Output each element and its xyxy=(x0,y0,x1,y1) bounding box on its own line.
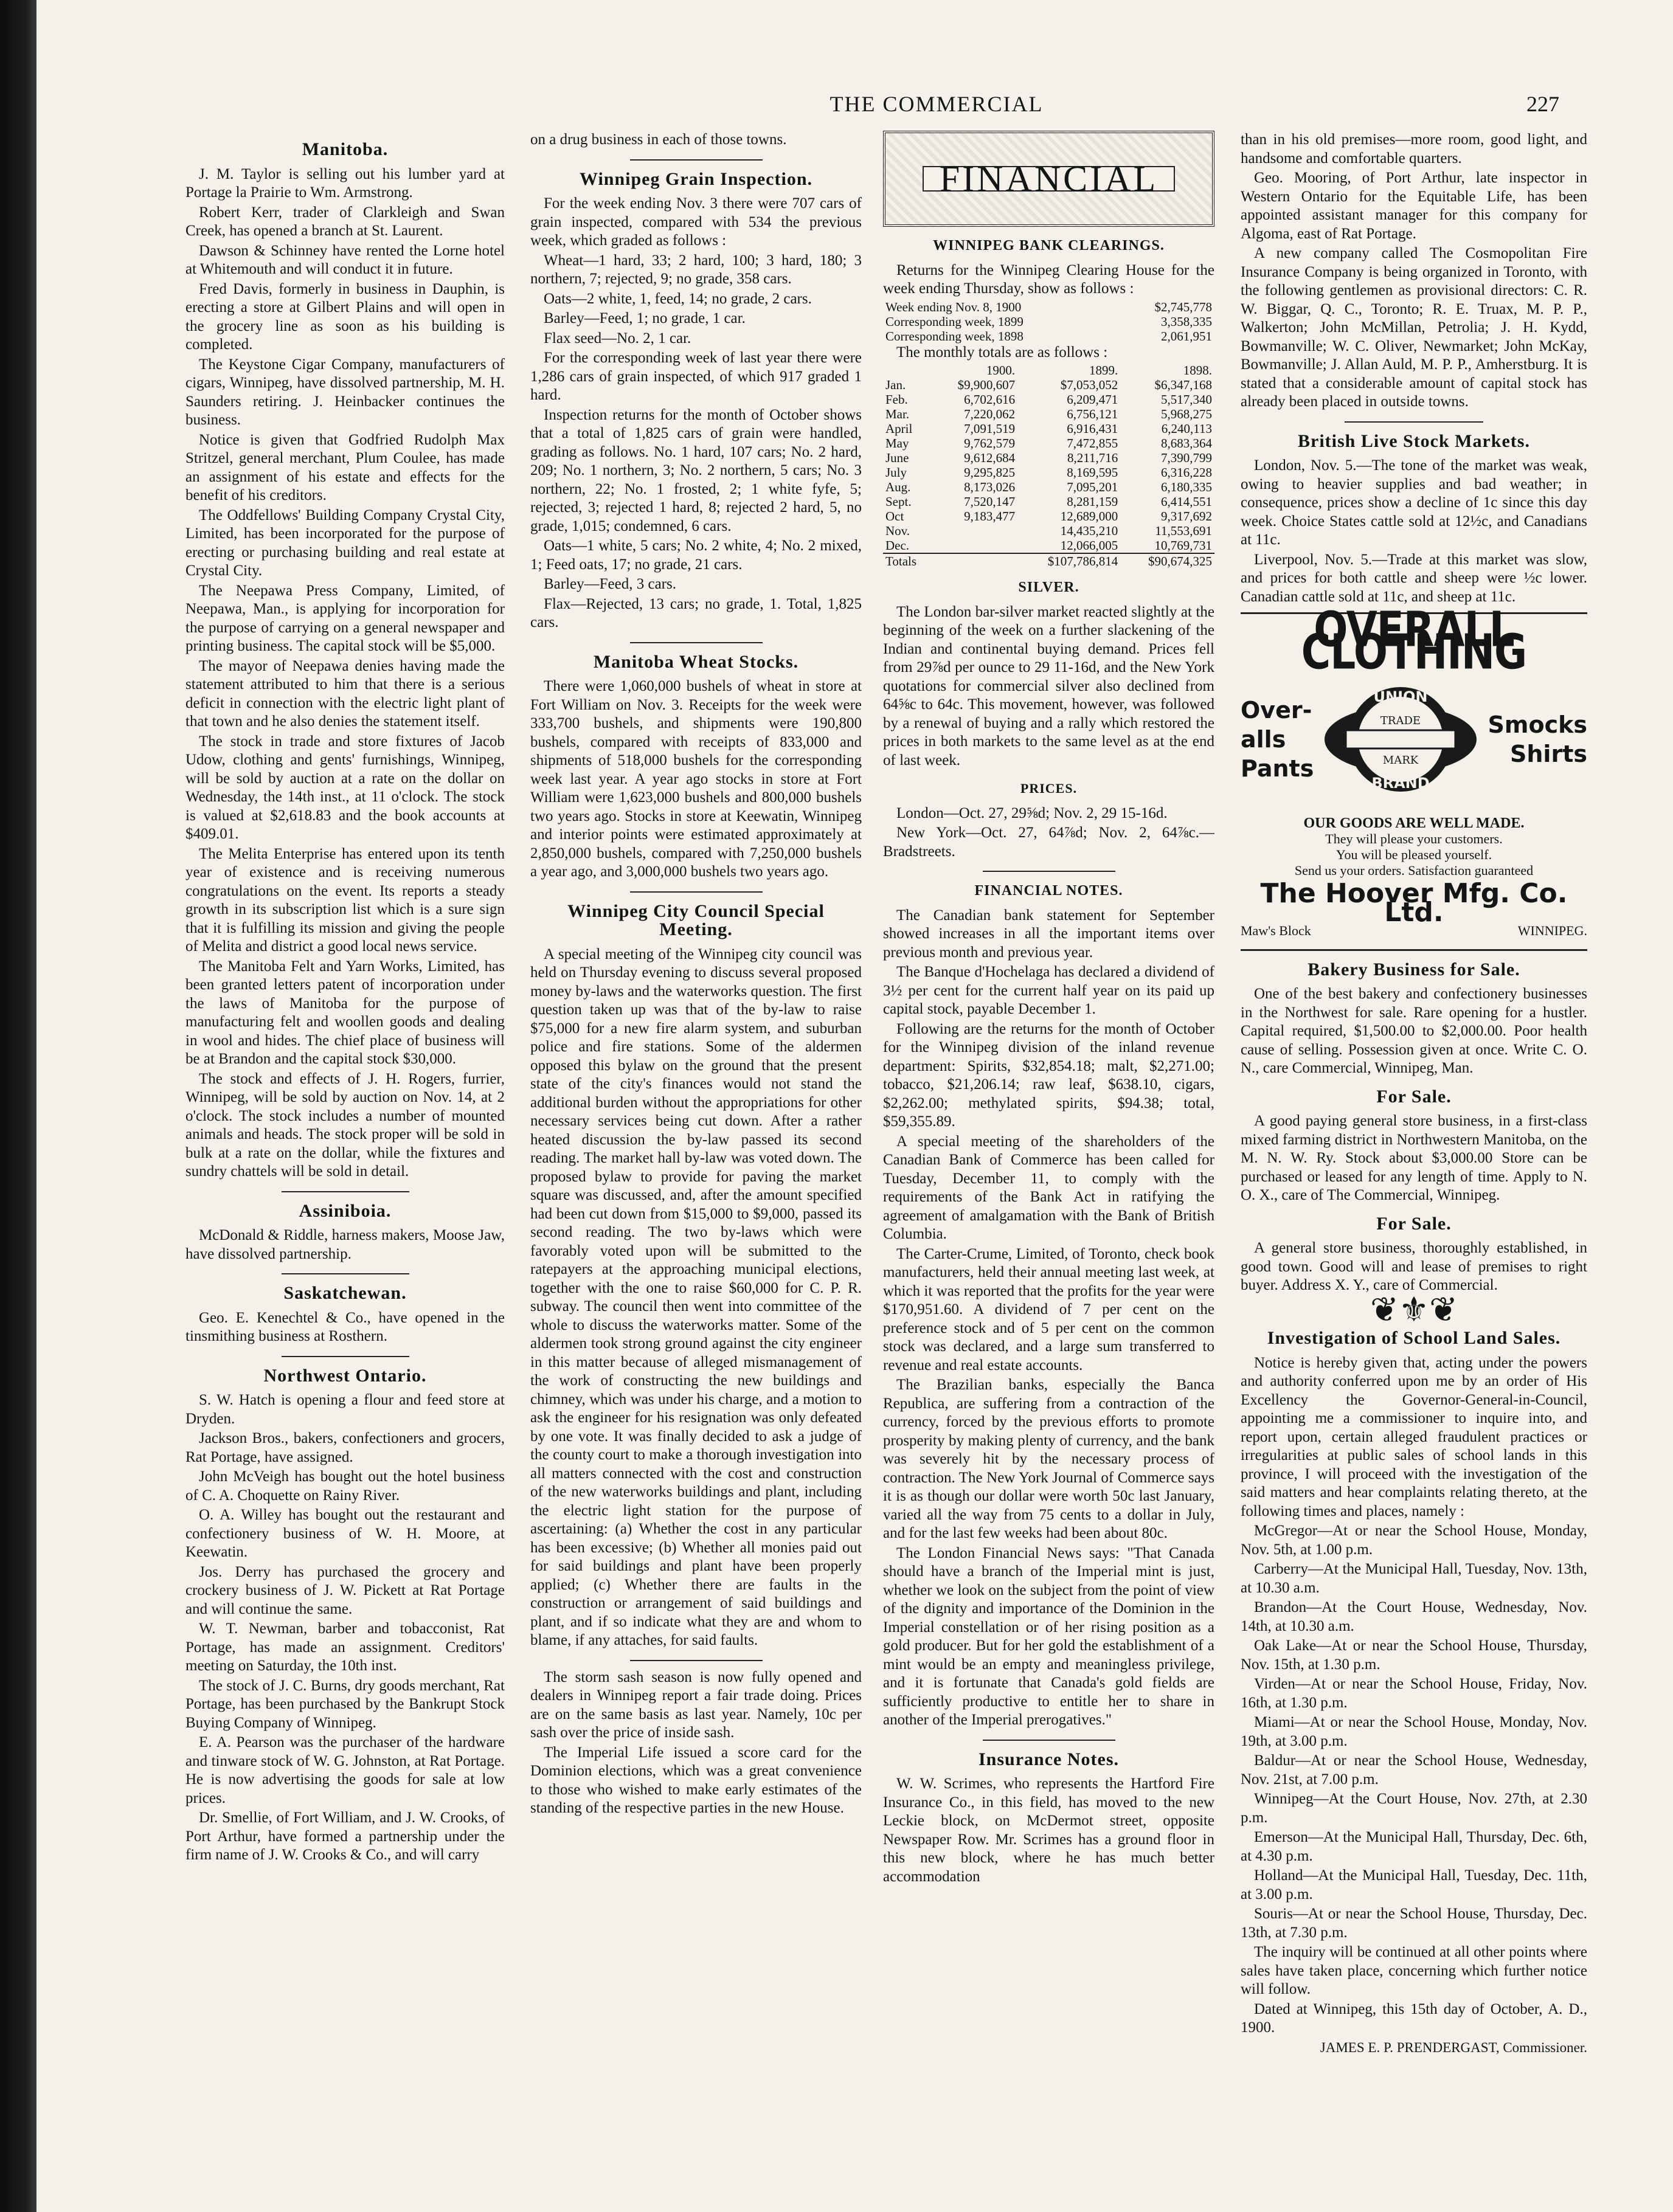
ad-right-list xyxy=(1488,710,1588,769)
table-cell: $7,053,052 xyxy=(1060,378,1118,392)
paragraph: Oats—2 white, 1, feed, 14; no grade, 2 cars. xyxy=(544,290,812,307)
paragraph: W. W. Scrimes, who represents the Hartford Fire Insurance Co., in this field, has moved to the new Leckie block, on McDermot street, opposite Newspaper Row. Mr. Scrimes has a ground floor in this new block, where he has much better accommodation xyxy=(883,1775,1214,1885)
schedule-item: Emerson—At the Municipal Hall, Thursday, Dec. 6th, at 4.30 p.m. xyxy=(1241,1829,1587,1864)
table-total-row xyxy=(883,553,1214,569)
page-number: 227 xyxy=(1526,92,1559,116)
table-cell: 6,702,616 xyxy=(964,392,1016,407)
table-row xyxy=(883,451,1214,465)
table-cell xyxy=(932,553,1017,569)
paragraph: The stock of J. C. Burns, dry goods merchant, Rat Portage, has been purchased by the Bankrupt Stock Buying Company of Winnipeg. xyxy=(185,1677,505,1731)
table-row xyxy=(883,465,1214,480)
table-cell: 8,169,595 xyxy=(1067,465,1118,480)
paragraph: E. A. Pearson was the purchaser of the hardware and tinware stock of W. G. Johnston, at Rat Portage. He is now advertising the goods for sale at low prices. xyxy=(185,1734,505,1806)
table-header-row xyxy=(883,363,1214,378)
paragraph: The inquiry will be continued at all other points where sales have taken place, concerning which further notice will follow. xyxy=(1241,1944,1587,1997)
divider xyxy=(983,871,1115,872)
table-cell: 9,295,825 xyxy=(964,465,1016,480)
ad-block: Maw's Block xyxy=(1241,923,1311,938)
table-cell: 6,756,121 xyxy=(1067,407,1118,421)
heading-assiniboia: Assiniboia. xyxy=(299,1200,392,1221)
paragraph: Geo. Mooring, of Port Arthur, late inspector in Western Ontario for the Equitable Life, has been appointed assistant manager for this company for Algoma, east of Rat Portage. xyxy=(1241,170,1587,242)
paragraph: The Banque d'Hochelaga has declared a dividend of 3½ per cent for the current half year on its paid up capital stock, payable December 1. xyxy=(883,964,1214,1017)
paragraph: Fred Davis, formerly in business in Dauphin, is erecting a store at Gilbert Plains and will open in the grocery line as soon as his building is completed. xyxy=(185,280,505,353)
paragraph: Dawson & Schinney have rented the Lorne hotel at Whitemouth and will conduct it in future. xyxy=(185,242,505,277)
table-cell: 8,211,716 xyxy=(1067,451,1118,465)
paragraph: Barley—Feed, 3 cars. xyxy=(544,576,676,592)
paragraph: on a drug business in each of those towns. xyxy=(530,131,787,148)
schedule-item: Carberry—At the Municipal Hall, Tuesday, Nov. 13th, at 10.30 a.m. xyxy=(1241,1561,1587,1596)
paragraph: The stock and effects of J. H. Rogers, furrier, Winnipeg, will be sold by auction on Nov. 14, at 2 o'clock. The stock includes a number of mounted animals and heads. The stock proper will be sold in bulk at a rate on the dollar, while the fixtures and sundry chattels will be sold in detail. xyxy=(185,1070,505,1180)
financial-banner xyxy=(883,131,1214,227)
table-cell: $107,786,814 xyxy=(1047,554,1118,569)
table-cell: $90,674,325 xyxy=(1148,554,1212,569)
table-cell: July xyxy=(885,465,907,480)
column-4 xyxy=(1241,131,1587,2186)
paragraph: Oats—1 white, 5 cars; No. 2 white, 4; No. 2 mixed, 1; Feed oats, 17; no grade, 21 cars. xyxy=(530,537,862,573)
ad-line: They will please your customers. xyxy=(1325,831,1503,846)
paragraph: W. T. Newman, barber and tobacconist, Rat Portage, has made an assignment. Creditors' meeting on Saturday, the 10th inst. xyxy=(185,1620,505,1674)
table-row xyxy=(883,392,1214,407)
paragraph: McDonald & Riddle, harness makers, Moose Jaw, have dissolved partnership. xyxy=(185,1227,505,1262)
table-cell: $6,347,168 xyxy=(1154,378,1212,392)
table-cell: 9,762,579 xyxy=(964,436,1016,451)
divider xyxy=(630,159,763,161)
paragraph: A general store business, thoroughly established, in good town. Good will and lease of premises to right buyer. Address X. Y., care of Commercial. xyxy=(1241,1240,1587,1293)
table-cell xyxy=(932,524,1017,538)
table-row xyxy=(883,538,1214,553)
heading-wheat-stocks: Manitoba Wheat Stocks. xyxy=(593,651,799,672)
heading-grain-inspection: Winnipeg Grain Inspection. xyxy=(579,168,813,189)
ad-title: OVERALL CLOTHING xyxy=(1301,601,1527,680)
paragraph: The Neepawa Press Company, Limited, of Neepawa, Man., is applying for incorporation for the purpose of carrying on a general newspaper and printing business. The capital stock will be $5,000. xyxy=(185,582,505,654)
paragraph: Geo. E. Kenechtel & Co., have opened in the tinsmithing business at Rosthern. xyxy=(185,1309,505,1344)
paragraph: The Melita Enterprise has entered upon its tenth year of existence and is receiving numerous congratulations on the event. Its reports a steady growth in its subscription list which is a sure sign that it is fulfilling its mission and giving the people of Melita and district a good local news service. xyxy=(185,845,505,955)
paragraph: Robert Kerr, trader of Clarkleigh and Swan Creek, has opened a branch at St. Laurent. xyxy=(185,204,505,239)
table-cell: Week ending Nov. 8, 1900 xyxy=(885,299,1022,314)
schedule-item: Oak Lake—At or near the School House, Thursday, Nov. 15th, at 1.30 p.m. xyxy=(1241,1637,1587,1673)
column-2 xyxy=(530,131,862,2186)
paragraph: Dated at Winnipeg, this 15th day of October, A. D., 1900. xyxy=(1241,2000,1587,2036)
paragraph: The Carter-Crume, Limited, of Toronto, check book manufacturers, held their annual meeting last week, at which it was reported that the profits for the year were $170,951.60. A dividend of 7 per cent on the preference stock and of 5 per cent on the common stock was declared, and a large sum transferred to revenue and real estate accounts. xyxy=(883,1245,1214,1374)
royal-arms-icon: ❦⚜❦ xyxy=(1370,1291,1458,1329)
table-cell: Aug. xyxy=(885,480,911,494)
heading-silver: SILVER. xyxy=(1018,579,1079,595)
heading-manitoba: Manitoba. xyxy=(302,139,389,159)
ad-item: Shirts xyxy=(1510,741,1587,767)
table-cell: 9,317,692 xyxy=(1161,509,1212,524)
table-cell xyxy=(932,538,1017,553)
table-row xyxy=(883,524,1214,538)
paragraph: The Manitoba Felt and Yarn Works, Limited, has been granted letters patent of incorporation under the laws of Manitoba for the purpose of manufacturing felt and woollen goods and dealing in wool and hides. The chief place of business will be at Brandon and the capital stock $30,000. xyxy=(185,958,505,1067)
heading-prices: PRICES. xyxy=(1020,781,1078,796)
divider xyxy=(630,642,763,643)
heading-live-stock: British Live Stock Markets. xyxy=(1298,430,1530,451)
table-cell: 11,553,691 xyxy=(1155,524,1212,538)
paragraph: John McVeigh has bought out the hotel business of C. A. Choquette on Rainy River. xyxy=(185,1468,505,1504)
table-cell: Oct xyxy=(885,509,904,524)
heading-saskatchewan: Saskatchewan. xyxy=(283,1283,407,1303)
table-cell: 2,061,951 xyxy=(1161,328,1212,344)
paragraph: London—Oct. 27, 29⅝d; Nov. 2, 29 15-16d. xyxy=(896,804,1168,821)
table-cell: 10,769,731 xyxy=(1154,538,1212,553)
signature: JAMES E. P. PRENDERGAST, Commissioner. xyxy=(1320,2039,1587,2055)
paragraph: Following are the returns for the month of October for the Winnipeg division of the inland revenue department: Spirits, $32,854.18; malt, $2,271.00; tobacco, $21,206.14; raw leaf, $638.10, cigars, $2,262.00; methylated spirits, $94.38; total, $59,355.89. xyxy=(883,1020,1214,1130)
table-cell: Totals xyxy=(885,554,917,569)
heading-school-land: Investigation of School Land Sales. xyxy=(1267,1328,1561,1348)
paragraph: Dr. Smellie, of Fort William, and J. W. Crooks, of Port Arthur, have formed a partnership under the firm name of J. W. Crooks & Co., and will carry xyxy=(185,1809,505,1863)
paragraph: One of the best bakery and confectionery businesses in the Northwest for sale. Rare opening for a hustler. Capital required, $1,500.00 to $2,000.00. Poor health cause of selling. Possession given at once. Write C. O. N., care Commercial, Winnipeg, Man. xyxy=(1241,986,1587,1076)
schedule-item: Brandon—At the Court House, Wednesday, Nov. 14th, at 10.30 a.m. xyxy=(1241,1599,1587,1634)
paragraph: A new company called The Cosmopolitan Fire Insurance Company is being organized in Toronto, with the following gentlemen as provisional directors: C. R. W. Biggar, Q. C., Toronto; R. E. Truax, M. P. P., Walkerton; John McMillan, Petrolia; J. H. Kydd, Bowmanville; W. C. Oliver, Newmarket; John McKay, Bowmanville; J. Allan Auld, M. P. P., Amherstburg. It is stated that a considerable amount of capital stock has already been placed in outside towns. xyxy=(1241,245,1587,410)
table-cell: 7,220,062 xyxy=(964,407,1016,421)
table-cell: May xyxy=(885,436,909,451)
paragraph: A special meeting of the shareholders of the Canadian Bank of Commerce has been called for Tuesday, December 11, to comply with the requirements of the Bank Act in ratifying the agreement of amalgamation with the Bank of British Columbia. xyxy=(883,1133,1214,1242)
table-cell: 12,066,005 xyxy=(1060,538,1118,553)
table-row xyxy=(883,436,1214,451)
paragraph: Flax—Rejected, 13 cars; no grade, 1. Total, 1,825 cars. xyxy=(530,595,862,631)
table-row xyxy=(883,509,1214,524)
schedule-item: Winnipeg—At the Court House, Nov. 27th, at 2.30 p.m. xyxy=(1241,1791,1587,1826)
table-cell: 7,472,855 xyxy=(1067,436,1118,451)
table-row xyxy=(883,494,1214,509)
ad-city: WINNIPEG. xyxy=(1517,923,1587,938)
table-row xyxy=(883,314,1214,329)
table-cell: 5,968,275 xyxy=(1161,407,1212,421)
paragraph: The Oddfellows' Building Company Crystal City, Limited, has been incorporated for the purpose of erecting or purchasing building and real estate at Crystal City. xyxy=(185,506,505,579)
table-row xyxy=(883,480,1214,494)
badge-mid2-text: MARK xyxy=(1383,754,1419,767)
table-header: 1899. xyxy=(1089,363,1118,378)
divider xyxy=(630,1660,763,1661)
ad-line: Send us your orders. Satisfaction guaranteed xyxy=(1294,863,1534,878)
table-cell: Corresponding week, 1898 xyxy=(885,328,1024,344)
scan-edge xyxy=(0,0,36,2212)
column-3 xyxy=(883,131,1214,2186)
table-cell: $2,745,778 xyxy=(1154,299,1212,314)
paragraph: The Imperial Life issued a score card for the Dominion elections, which was a great convenience to those who wished to make early estimates of the standing of the respective parties in the new House. xyxy=(530,1744,862,1816)
schedule-item: Holland—At the Municipal Hall, Tuesday, Dec. 11th, at 3.00 p.m. xyxy=(1241,1867,1587,1903)
table-cell: 9,612,684 xyxy=(964,451,1016,465)
table-cell: 8,173,026 xyxy=(964,480,1016,494)
paragraph: S. W. Hatch is opening a flour and feed store at Dryden. xyxy=(185,1392,505,1427)
paragraph: New York—Oct. 27, 64⅞d; Nov. 2, 64⅞c.—Bradstreets. xyxy=(883,824,1214,860)
table-cell: $9,900,607 xyxy=(957,378,1016,392)
table-header: 1900. xyxy=(986,363,1016,378)
paragraph: Notice is hereby given that, acting under the powers and authority conferred upon me by an order of His Excellency the Governor-General-in-Council, appointing me a commissioner to inquire into, and report upon, certain alleged fraudulent practices or irregularities at public sales of school lands in this province, I will proceed with the investigation of the said matters and hear complaints relating thereto, at the following times and places, namely : xyxy=(1241,1354,1587,1519)
heading-city-council: Winnipeg City Council Special Meeting. xyxy=(567,900,825,939)
ad-item: Smocks xyxy=(1488,711,1587,738)
overall-clothing-ad xyxy=(1241,601,1587,951)
ad-company-name: The Hoover Mfg. Co. Ltd. xyxy=(1260,878,1568,928)
paragraph: Notice is given that Godfried Rudolph Max Stritzel, general merchant, Plum Coulee, has made an assignment of his estate and effects for the benefit of his creditors. xyxy=(185,431,505,503)
table-cell: 6,316,228 xyxy=(1161,465,1212,480)
table-header: 1898. xyxy=(1183,363,1212,378)
table-cell: 7,390,799 xyxy=(1161,451,1212,465)
divider xyxy=(282,1356,409,1357)
table-row xyxy=(883,378,1214,392)
table-cell: 6,916,431 xyxy=(1067,421,1118,436)
union-brand-badge-icon xyxy=(1321,663,1480,815)
table-cell: 6,414,551 xyxy=(1161,494,1212,509)
schedule-item: Souris—At or near the School House, Thursday, Dec. 13th, at 7.30 p.m. xyxy=(1241,1906,1587,1941)
paragraph: The Brazilian banks, especially the Banca Republica, are suffering from a contraction of the currency, forced by the previous efforts to promote prosperity by making plenty of currency, and the bank was severely hit by the necessary process of contraction. The New York Journal of Commerce says it is as though our dollar were worth 50c last January, varied all the way from 75 cents to a dollar in July, and for the last few weeks had been about 80c. xyxy=(883,1377,1214,1541)
table-cell: April xyxy=(885,421,913,436)
monthly-clearings-table xyxy=(883,363,1214,569)
table-cell: 12,689,000 xyxy=(1060,509,1118,524)
column-1 xyxy=(185,131,505,2186)
paragraph: For the corresponding week of last year there were 1,286 cars of grain inspected, of which 917 graded 1 hard. xyxy=(530,350,862,403)
paragraph: The Keystone Cigar Company, manufacturers of cigars, Winnipeg, have dissolved partnership, M. H. Saunders retiring. J. Heinbacker continues the business. xyxy=(185,356,505,428)
schedule-item: Virden—At or near the School House, Friday, Nov. 16th, at 1.30 p.m. xyxy=(1241,1676,1587,1711)
paragraph: Jackson Bros., bakers, confectioners and grocers, Rat Portage, have assigned. xyxy=(185,1430,505,1465)
heading-for-sale: For Sale. xyxy=(1376,1213,1452,1234)
paragraph: The mayor of Neepawa denies having made the statement attributed to him that there is a serious deficit in connection with the electric light plant of that town and he also denies the statement itself. xyxy=(185,657,505,730)
table-row xyxy=(883,300,1214,314)
ad-tagline: OUR GOODS ARE WELL MADE. xyxy=(1303,815,1525,831)
table-cell: 6,209,471 xyxy=(1067,392,1118,407)
heading-northwest-ontario: Northwest Ontario. xyxy=(263,1365,427,1386)
paragraph: Returns for the Winnipeg Clearing House for the week ending Thursday, show as follows : xyxy=(883,261,1214,297)
paragraph: Barley—Feed, 1; no grade, 1 car. xyxy=(544,310,746,327)
paragraph: O. A. Willey has bought out the restaurant and confectionery business of W. H. Moore, at Keewatin. xyxy=(185,1507,505,1560)
heading-for-sale: For Sale. xyxy=(1376,1086,1452,1107)
financial-title: FINANCIAL xyxy=(923,166,1175,192)
badge-bottom-text: BRAND xyxy=(1371,775,1430,792)
schedule-item: Baldur—At or near the School House, Wednesday, Nov. 21st, at 7.00 p.m. xyxy=(1241,1752,1587,1788)
paragraph: J. M. Taylor is selling out his lumber yard at Portage la Prairie to Wm. Armstrong. xyxy=(185,165,505,201)
table-cell: 7,095,201 xyxy=(1067,480,1118,494)
divider xyxy=(1345,421,1483,423)
table-cell: Dec. xyxy=(885,538,910,553)
table-row xyxy=(883,421,1214,436)
divider xyxy=(630,891,763,893)
table-cell: 8,683,364 xyxy=(1161,436,1212,451)
heading-bank-clearings: WINNIPEG BANK CLEARINGS. xyxy=(933,238,1165,254)
table-cell: 3,358,335 xyxy=(1161,314,1212,329)
paragraph: A special meeting of the Winnipeg city council was held on Thursday evening to discuss several proposed money by-laws and the waterworks question. The first question taken up was that of the by-law to raise $75,000 for a new fire alarm system, and suburban police and fire stations. Some of the aldermen opposed this bylaw on the ground that the present state of the city's finances would not stand the additional burden without the appropriations for other necessary services being cut down. After a rather heated discussion the by-law passed its second reading. The market hall by-law was voted down. The proposed bylaw to provide for paving the market square was discussed, and, after the amount specified had been cut down from $15,000 to $9,000, passed its second reading. The two by-laws which were favorably voted upon will be submitted to the ratepayers at the approaching municipal elections, together with the one to raise $60,000 for C. P. R. subway. The council then went into committee of the whole to discuss the waterworks matter. Some of the aldermen took strong ground against the city engineer in this matter because of alleged mismanagement of the work of constructing the new buildings and chimney, which was under his charge, and a motion to ask the engineer for his resignation was only defeated by one vote. It was finally decided to ask a judge of the county court to make a thorough investigation into all matters connected with the cost and construction of the new waterworks buildings and plant, including the electric light station for the purpose of ascertaining: (a) Whether the cost in any particular has been excessive; (b) Whether all monies paid out for said buildings and plant have been properly applied; (c) Whether there are faults in the construction or arrangement of said buildings and plant, and if so indicate what they are and whom to blame, if any attaches, for said faults. xyxy=(530,945,862,1648)
table-cell: 7,520,147 xyxy=(964,494,1016,509)
heading-financial-notes: FINANCIAL NOTES. xyxy=(974,883,1123,899)
ad-item: Pants xyxy=(1241,755,1314,782)
paragraph: The London bar-silver market reacted slightly at the beginning of the week on a further slackening of the Indian and continental buying demand. Prices fell from 29⅞d per ounce to 29 11-16d, and the New York quotations for commercial silver also declined from 64⅝c to 64c. This movement, however, was followed by a renewal of buying and a rally which restored the prices in both markets to the same level as at the end of last week. xyxy=(883,603,1214,769)
divider xyxy=(983,1740,1115,1741)
table-cell: 9,183,477 xyxy=(964,509,1016,524)
heading-bakery-sale: Bakery Business for Sale. xyxy=(1308,959,1520,980)
union-brand-row xyxy=(1241,663,1587,815)
badge-mid1-text: TRADE xyxy=(1380,714,1421,727)
paragraph: than in his old premises—more room, good light, and handsome and comfortable quarters. xyxy=(1241,131,1587,167)
paragraph: Wheat—1 hard, 33; 2 hard, 100; 3 hard, 180; 3 northern, 7; rejected, 9; no grade, 358 cars. xyxy=(530,252,862,287)
paragraph: The Canadian bank statement for September showed increases in all the important items over previous month and previous year. xyxy=(883,907,1214,961)
table-cell: Nov. xyxy=(885,524,910,538)
paragraph: The stock in trade and store fixtures of Jacob Udow, clothing and gents' furnishings, Winnipeg, will be sold by auction at a rate on the dollar on Wednesday, the 14th inst., at 11 o'clock. The stock is valued at $2,618.83 and the book accounts at $409.01. xyxy=(185,733,505,842)
paragraph: Liverpool, Nov. 5.—Trade at this market was slow, and prices for both cattle and sheep were ½c lower. Canadian cattle sold at 11c, and sheep at 11c. xyxy=(1241,551,1587,605)
table-row xyxy=(883,407,1214,421)
paragraph: The monthly totals are as follows : xyxy=(896,344,1108,361)
table-cell: June xyxy=(885,451,909,465)
table-cell: 8,281,159 xyxy=(1067,494,1118,509)
weekly-clearings-table xyxy=(883,300,1214,344)
ad-item: Over- xyxy=(1241,697,1312,724)
paragraph: For the week ending Nov. 3 there were 707 cars of grain inspected, compared with 534 the previous week, which graded as follows : xyxy=(530,195,862,249)
divider xyxy=(282,1273,409,1274)
table-row xyxy=(883,329,1214,344)
paragraph: Flax seed—No. 2, 1 car. xyxy=(544,330,691,347)
table-cell: 6,240,113 xyxy=(1161,421,1212,436)
paragraph: Inspection returns for the month of October shows that a total of 1,825 cars of grain were handled, grading as follows. No. 1 hard, 107 cars; No. 2 hard, 209; No. 1 northern, 3; No. 2 northern, 5 cars; No. 3 northern, 22; No. 1 frosted, 2; 1 white fyfe, 5; rejected, 3; rejected 1 hard, 8; rejected 2 hard, 5, no grade, 1,015; condemned, 6 cars. xyxy=(530,406,862,534)
table-cell: Sept. xyxy=(885,494,912,509)
badge-top-text: UNION xyxy=(1373,688,1428,705)
ad-left-list xyxy=(1241,696,1314,783)
table-cell: Jan. xyxy=(885,378,906,392)
table-cell: 6,180,335 xyxy=(1161,480,1212,494)
schedule-item: Miami—At or near the School House, Monday, Nov. 19th, at 3.00 p.m. xyxy=(1241,1714,1587,1749)
paragraph: There were 1,060,000 bushels of wheat in store at Fort William on Nov. 3. Receipts for the week were 333,700 bushels, and shipments were 190,800 bushels, compared with receipts of 833,000 and shipments of 518,000 bushels for the corresponding week last year. A year ago stocks in store at Fort William were 1,623,000 bushels and 800,000 bushels two years ago. Stocks in store at Keewatin, Winnipeg and interior points were estimated approximately at 2,850,000 bushels, compared with 7,250,000 bushels a year ago, and 3,000,000 bushels two years ago. xyxy=(530,678,862,880)
table-cell: 14,435,210 xyxy=(1060,524,1118,538)
running-head: THE COMMERCIAL xyxy=(830,92,1044,116)
heading-insurance-notes: Insurance Notes. xyxy=(979,1749,1119,1769)
table-cell: 5,517,340 xyxy=(1161,392,1212,407)
paragraph: The London Financial News says: "That Canada should have a branch of the Imperial mint is just, whether we look on the subject from the point of view of the dignity and importance of the Dominion in the Imperial constellation or of her rising position as a gold producer. But for her gold the establishment of a mint would be an empty and meaningless privilege, and it is fortunate that Canada's gold fields are sufficiently productive to entitle her to share in another of the Imperial prerogatives." xyxy=(883,1544,1214,1728)
table-cell: Mar. xyxy=(885,407,910,421)
ad-item: alls xyxy=(1241,726,1286,753)
ad-line: You will be pleased yourself. xyxy=(1335,847,1492,862)
paragraph: The storm sash season is now fully opened and dealers in Winnipeg report a fair trade doing. Prices are on the same basis as last year. Namely, 10c per sash over the price of inside sash. xyxy=(530,1668,862,1741)
paragraph: London, Nov. 5.—The tone of the market was weak, owing to heavier supplies and bad weather; in consequence, prices show a decline of 1c since this day week. Choice States cattle sold at 12½c, and Canadians at 11c. xyxy=(1241,457,1587,548)
table-cell: Corresponding week, 1899 xyxy=(885,314,1024,329)
divider xyxy=(282,1191,409,1192)
paragraph: Jos. Derry has purchased the grocery and crockery business of J. W. Pickett at Rat Portage and will continue the same. xyxy=(185,1563,505,1617)
schedule-item: McGregor—At or near the School House, Monday, Nov. 5th, at 1.00 p.m. xyxy=(1241,1522,1587,1558)
table-cell: Feb. xyxy=(885,392,908,407)
paragraph: A good paying general store business, in a first-class mixed farming district in Northwestern Manitoba, on the M. N. W. Ry. Stock about $3,000.00 Store can be purchased or leased for any length of time. Apply to N. O. X., care of The Commercial, Winnipeg. xyxy=(1241,1113,1587,1203)
table-cell: 7,091,519 xyxy=(964,421,1016,436)
